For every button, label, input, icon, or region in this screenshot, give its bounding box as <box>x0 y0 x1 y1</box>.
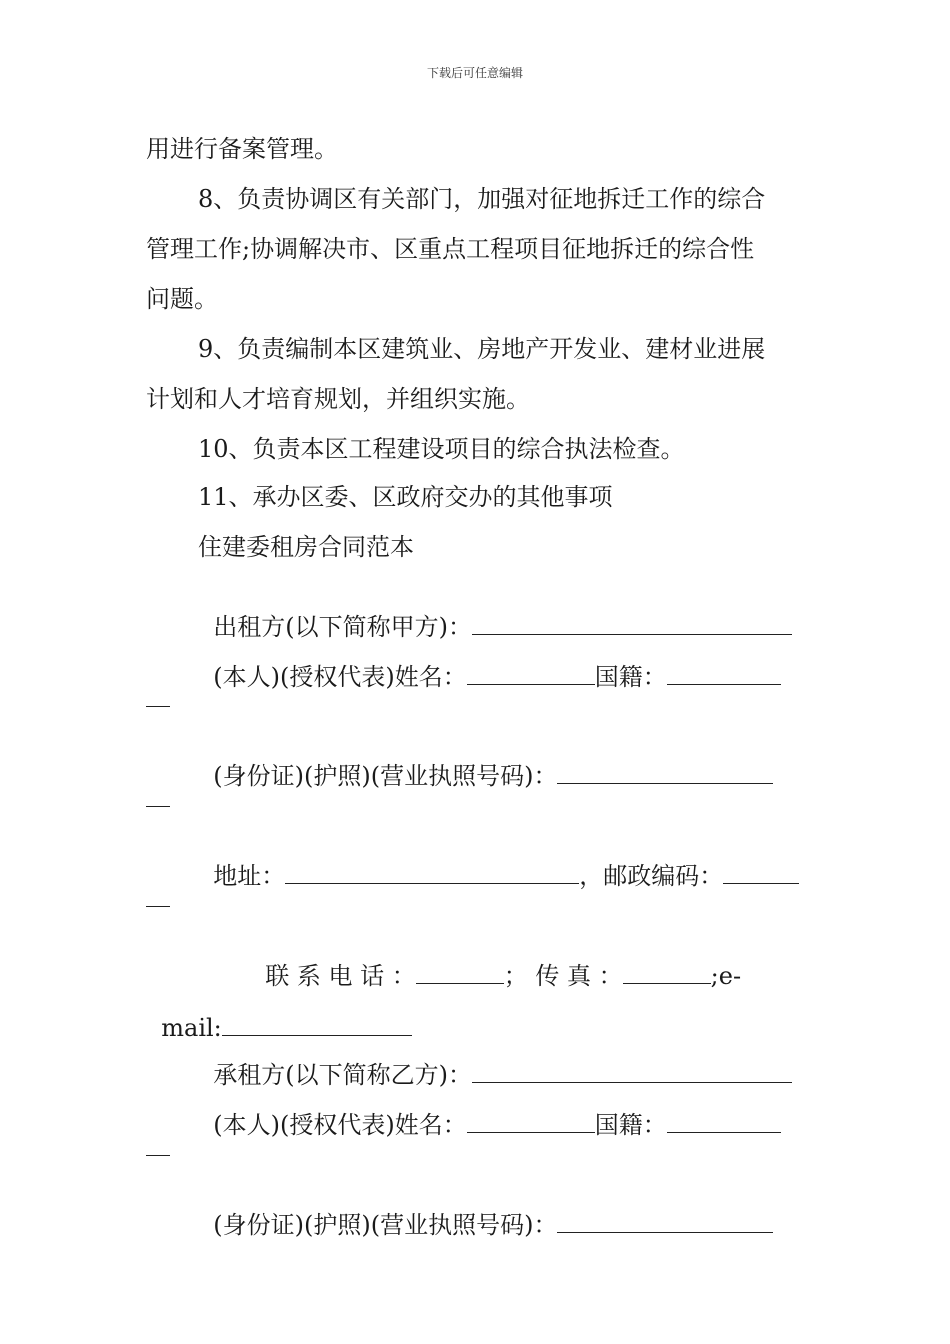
lessor-id-row <box>198 731 860 791</box>
lessee-id-blank[interactable] <box>557 1212 773 1233</box>
text-line: 8、负责协调区有关部门，加强对征地拆迁工作的综合 <box>198 185 766 213</box>
text-line: 11、承办区委、区政府交办的其他事项 <box>198 483 613 511</box>
lessor-name-label: (本人)(授权代表)姓名： <box>213 663 467 691</box>
text-line: 用进行备案管理。 <box>146 135 338 163</box>
lessor-nationality-blank[interactable] <box>667 664 781 685</box>
lessor-phone-blank[interactable] <box>416 963 504 984</box>
contract-title: 住建委租房合同范本 <box>198 533 414 561</box>
lessor-person-name-blank[interactable] <box>467 664 595 685</box>
lessor-email-label: mail: <box>161 1014 222 1042</box>
lessor-fax-label: ； 传 真 ： <box>503 962 623 990</box>
lessee-nationality-blank[interactable] <box>667 1112 781 1133</box>
lessor-title: 出租方(以下简称甲方)： <box>213 613 472 641</box>
lessee-person-name-blank[interactable] <box>467 1112 595 1133</box>
lessor-phone-label: 联 系 电 话 ： <box>265 962 416 990</box>
lessee-name-label: (本人)(授权代表)姓名： <box>213 1111 467 1139</box>
lessor-fax-blank[interactable] <box>623 963 711 984</box>
lessor-address-row <box>198 831 860 891</box>
page-header-note: 下载后可任意编辑 <box>426 66 523 80</box>
line-continuation <box>146 806 170 807</box>
line-continuation <box>146 706 170 707</box>
lessor-address-blank[interactable] <box>285 863 579 884</box>
text-line: 问题。 <box>146 285 218 313</box>
lessee-id-row <box>198 1180 860 1240</box>
text-line: 9、负责编制本区建筑业、房地产开发业、建材业进展 <box>198 335 766 363</box>
lessor-contact-row <box>250 931 912 991</box>
text-line: 10、负责本区工程建设项目的综合执法检查。 <box>198 435 685 463</box>
text-line: 计划和人才培育规划，并组织实施。 <box>146 385 530 413</box>
lessor-id-blank[interactable] <box>557 763 773 784</box>
lessee-title: 承租方(以下简称乙方)： <box>213 1061 472 1089</box>
lessor-postcode-blank[interactable] <box>723 863 799 884</box>
line-continuation <box>146 906 170 907</box>
lessor-postcode-label: ，邮政编码： <box>579 862 724 890</box>
lessor-id-label: (身份证)(护照)(营业执照号码)： <box>213 762 558 790</box>
lessor-address-label: 地址： <box>213 862 286 890</box>
lessee-name-row <box>198 1080 860 1140</box>
lessor-email-prefix: ;e- <box>710 962 742 990</box>
lessor-name-row <box>198 632 860 692</box>
line-continuation <box>146 1155 170 1156</box>
lessee-nationality-label: 国籍： <box>594 1111 667 1139</box>
lessor-nationality-label: 国籍： <box>594 663 667 691</box>
lessee-id-label: (身份证)(护照)(营业执照号码)： <box>213 1211 558 1239</box>
text-line: 管理工作;协调解决市、区重点工程项目征地拆迁的综合性 <box>146 235 755 263</box>
